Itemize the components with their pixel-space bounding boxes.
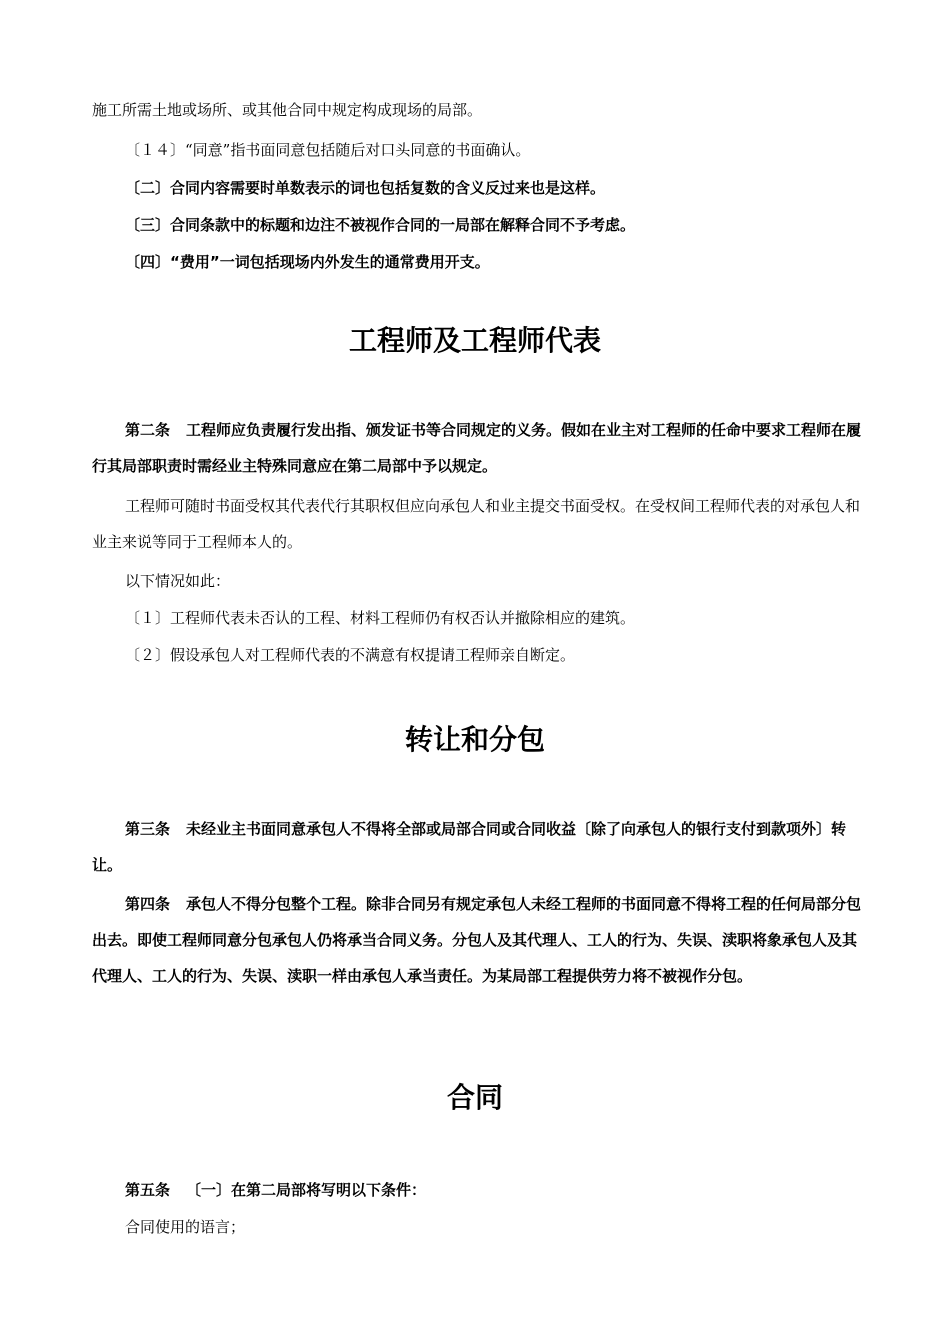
article-2-number: 第二条	[125, 421, 171, 439]
article-4-number: 第四条	[125, 895, 171, 913]
intro-line: 施工所需土地或场所、或其他合同中规定构成现场的局部。	[92, 101, 483, 119]
article-5-text: 〔一〕在第二局部将写明以下条件：	[186, 1181, 427, 1199]
article-4-text: 承包人不得分包整个工程。除非合同另有规定承包人未经工程师的书面同意不得将工程的任何局部分包出去。即使工程师同意分包承包人仍将承当合同义务。分包人及其代理人、工人的行为、失误、渎职将象承包人及其代理人、工人的行为、失误、渎职一样由承包人承当责任。为某局部工程提供劳力将不被视作分包。	[92, 895, 862, 985]
article-2	[92, 412, 862, 484]
clause-3: 〔三〕合同条款中的标题和边注不被视作合同的一局部在解释合同不予考虑。	[125, 216, 636, 234]
section-heading-contract: 合同	[446, 1081, 503, 1114]
engineer-item-1: 〔１〕工程师代表未否认的工程、材料工程师仍有权否认并撤除相应的建筑。	[125, 609, 636, 627]
engineer-item-2: 〔２〕假设承包人对工程师代表的不满意有权提请工程师亲自断定。	[125, 646, 576, 664]
contract-language-line: 合同使用的语言；	[125, 1218, 246, 1236]
article-3	[92, 811, 862, 883]
article-2-text: 工程师应负责履行发出指、颁发证书等合同规定的义务。假如在业主对工程师的任命中要求工程师在履行其局部职责时需经业主特殊同意应在第二局部中予以规定。	[92, 421, 862, 475]
clause-2: 〔二〕合同内容需要时单数表示的词也包括复数的含义反过来也是这样。	[125, 179, 606, 197]
section-heading-engineer: 工程师及工程师代表	[348, 324, 601, 357]
article-3-number: 第三条	[125, 820, 171, 838]
clause-4: 〔四〕“费用”一词包括现场内外发生的通常费用开支。	[125, 253, 490, 271]
article-5	[92, 1172, 862, 1208]
article-5-number: 第五条	[125, 1181, 171, 1199]
article-3-text: 未经业主书面同意承包人不得将全部或局部合同或合同收益〔除了向承包人的银行支付到款项外〕转让。	[92, 820, 847, 874]
engineer-paragraph: 工程师可随时书面受权其代表代行其职权但应向承包人和业主提交书面受权。在受权间工程师代表的对承包人和业主来说等同于工程师本人的。	[92, 497, 861, 551]
engineer-paragraph-conditions: 以下情况如此：	[125, 572, 231, 590]
section-heading-transfer: 转让和分包	[404, 723, 545, 756]
article-4	[92, 886, 862, 994]
definition-item-14: 〔１４〕“同意”指书面同意包括随后对口头同意的书面确认。	[125, 141, 531, 159]
